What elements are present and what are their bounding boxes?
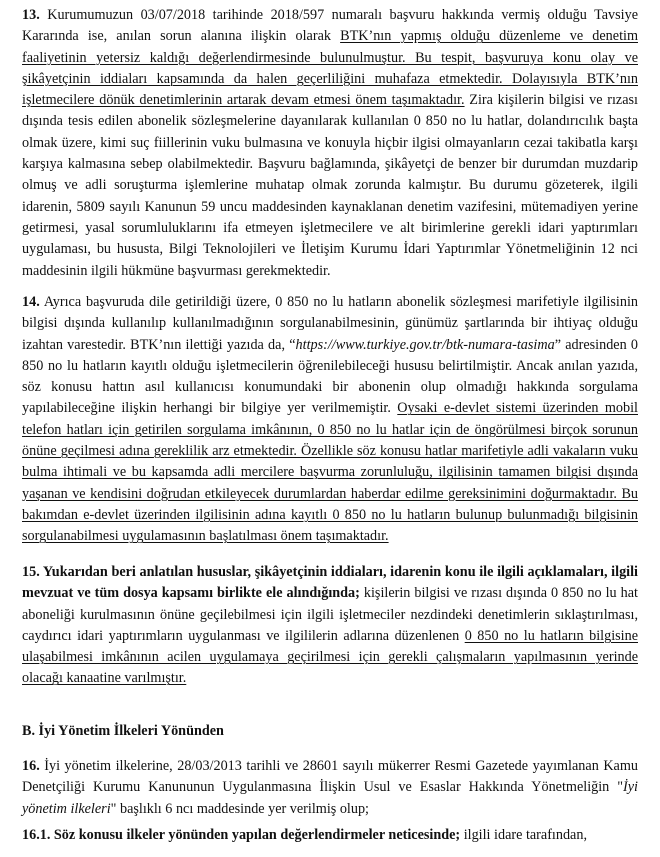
bold-text: Yukarıdan beri anlatılan hususlar, şikâyetçinin iddiaları, idarenin konu ile ilgili açıklamaları, ilgili mevzuat ve tüm dosya kapsamı birlikte ele alındığında;	[22, 564, 638, 602]
section-heading: B. İyi Yönetim İlkeleri Yönünden	[22, 723, 224, 739]
paragraph-text: İyi yönetim ilkelerine, 28/03/2013 tarihli ve 28601 sayılı mükerrer Resmi Gazetede yayımlanan Kamu Denetçiliği Kurumu Kanununun Uygulanmasına İlişkin Usul ve Esaslar Hakkında Yönetmeliğin "	[22, 758, 638, 796]
paragraph-number: 16.	[22, 758, 40, 774]
paragraph-14	[22, 292, 638, 548]
italic-text: İyi yönetim ilkeleri	[22, 779, 638, 817]
paragraph-text: ilgili idare tarafından,	[460, 827, 587, 843]
bold-text: Söz konusu ilkeler yönünden yapılan değerlendirmeler neticesinde;	[50, 827, 461, 843]
paragraph-number: 15.	[22, 564, 40, 580]
paragraph-text: Zira kişilerin bilgisi ve rızası dışında tesis edilen abonelik sözleşmelerine dayanılarak kullanılan 0 850 no lu hatlar, dolandırıcılık başta olmak üzere, kimi suç fiillerinin vuku bulmasına ve konuyla hiçbir ilgisi olmayanların cezai takibatla karşı karşıya kalmasına sebep olabilmektedir. Başvuru bağlamında, şikâyetçi de benzer bir durumdan muzdarip olmuş ve adli soruşturma işlemlerine muhatap olmak zorunda kalmıştır. Bu durumu gözeterek, ilgili idarenin, 5809 sayılı Kanunun 59 uncu maddesinden kaynaklanan denetim vazifesini, mütemadiyen yerine getirmesi, yasal sorumluluklarını ifa etmeyen işletmecilere ve alt birimlerine gerekli idari yaptırımları uygulaması, bu hususta, Bilgi Teknolojileri ve İletişim Kurumu İdari Yaptırımlar Yönetmeliğinin 12 nci maddesinin ilgili hükmüne başvurması gerekmektedir.	[22, 92, 638, 279]
paragraph-number: 16.1.	[22, 827, 51, 843]
web-address-link[interactable]: https://www.turkiye.gov.tr/btk-numara-tasima	[295, 336, 555, 353]
paragraph-16-1	[22, 825, 638, 846]
paragraph-number: 14.	[22, 294, 40, 310]
underlined-text: BTK’nın yapmış olduğu düzenleme ve denetim faaliyetinin yetersiz kaldığı değerlendirmesinde bulunulmuştur. Bu tespit, başvuruya konu olay ve şikâyetçinin iddiaları kapsamında da halen geçerliliğini muhafaza etmektedir. Dolayısıyla BTK’nın işletmecilere dönük denetimlerinin artarak devam etmesi önem taşımaktadır.	[22, 28, 638, 109]
underlined-text: Oysaki e-devlet sistemi üzerinden mobil telefon hatları için getirilen sorgulama imkânının, 0 850 no lu hatlar için de öngörülmesi birçok sorunun önüne geçilmesi adına gereklilik arz etmektedir. Özellikle söz konusu hatlar marifetiyle adli vakaların vuku bulma ihtimali ve bu kapsamda adli mercilere başvurma zorunluluğu, ilgilisinin tamamen bilgisi dışında yaşanan ve kendisini doğrudan etkileyecek durumlardan haberdar edilme gereksinimini doğurmaktadır. Bu bakımdan e-devlet üzerinden ilgilisinin adına kayıtlı 0 850 no lu hatların bulunup bulunmadığı bilgisinin sorgulanabilmesi uygulamasının başlatılması önem taşımaktadır.	[22, 400, 638, 545]
paragraph-text: Ayrıca başvuruda dile getirildiği üzere, 0 850 no lu hatların abonelik sözleşmesi marifetiyle ilgilisinin bilgisi dışında kullanılıp kullanılmadığının sorgulanabilmesinin, günümüz şartlarında bir ihtiyaç olduğu izahtan varestedir. BTK’nın ilettiği yazıda da, “	[22, 294, 638, 353]
paragraph-text: Kurumumuzun 03/07/2018 tarihinde 2018/597 numaralı başvuru hakkında vermiş olduğu Tavsiye Kararında ise, anılan sorun alanına ilişkin olarak	[22, 7, 638, 45]
paragraph-text: " başlıklı 6 ncı maddesinde yer verilmiş olup;	[110, 800, 370, 817]
underlined-text: 0 850 no lu hatların bilgisine ulaşabilmesi imkânının acilen uygulamaya geçirilmesi için gerekli çalışmaların yapılmasının yerinde olacağı kanaatine varılmıştır.	[22, 627, 638, 687]
paragraph-16	[22, 756, 638, 820]
paragraph-15	[22, 562, 638, 690]
paragraph-text: ” adresinden 0 850 no lu hatların kayıtlı olduğu işletmecilerin öğrenilebileceği hususu belirtilmiştir. Ancak anılan yazıda, söz konusu hattın asıl kullanıcısı konumundaki bir abonenin olup olmadığı hakkında sorgulama yapılabileceğine ilişkin herhangi bir bilgiye yer verilmemiştir.	[22, 336, 638, 417]
paragraph-number: 13.	[22, 7, 40, 23]
paragraph-13	[22, 5, 638, 282]
paragraph-text: kişilerin bilgisi ve rızası dışında 0 850 no lu hat aboneliği kurulmasının önüne geçilebilmesi için ilgili işletmeciler nezdindeki denetimlerin sıklaştırılması, caydırıcı idari yaptırımların uygulanması ve ilgililerin adlarına düzenlenen	[22, 585, 638, 644]
